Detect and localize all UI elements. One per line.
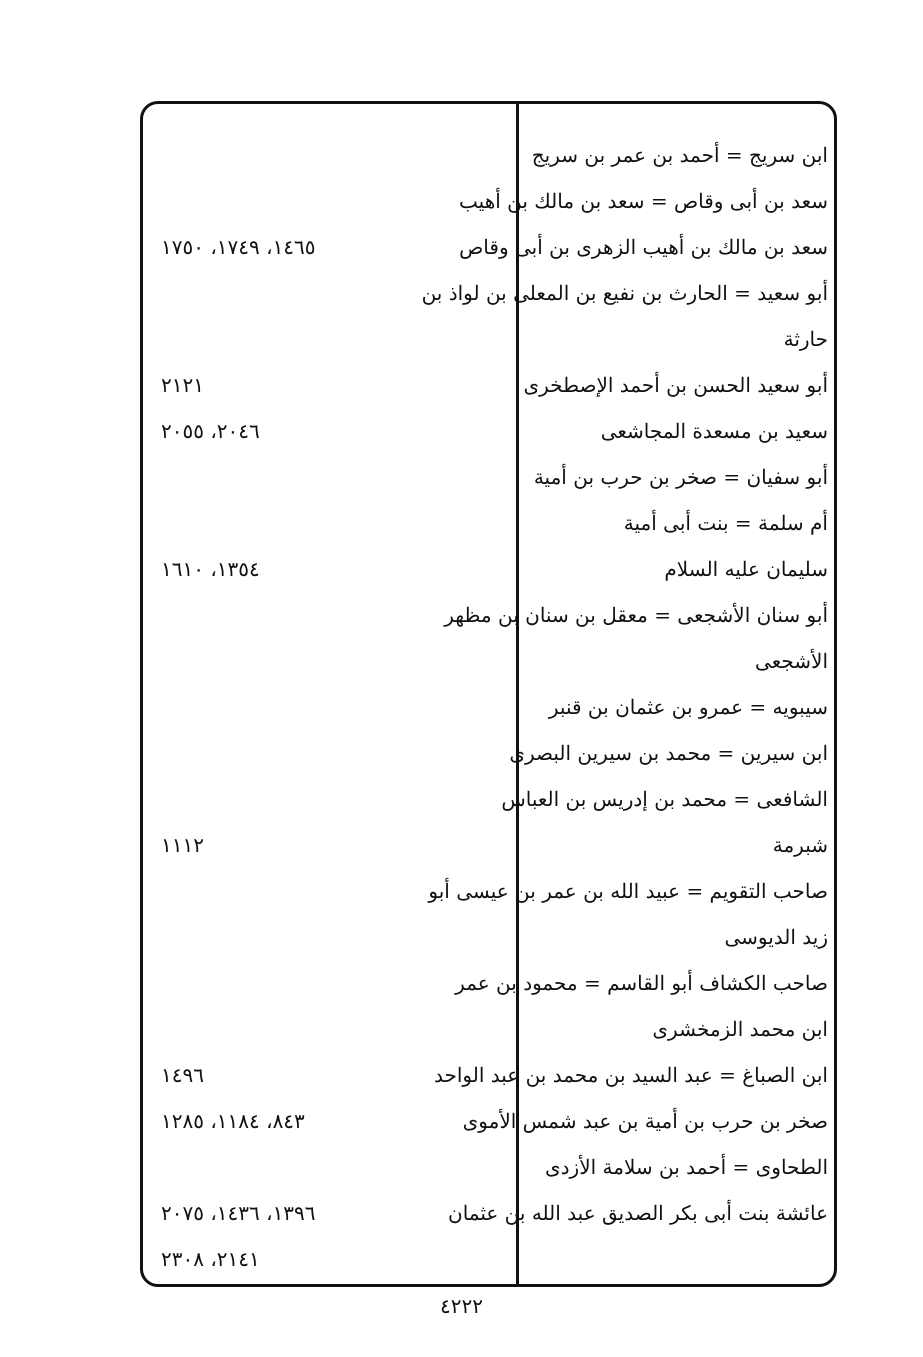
entry-name: أبو سفيان = صخر بن حرب بن أمية bbox=[533, 465, 828, 489]
index-row bbox=[143, 914, 834, 960]
index-row bbox=[143, 454, 834, 500]
entry-name: أبو سنان الأشجعى = معقل بن سنان بن مظهر bbox=[444, 603, 828, 627]
entry-name: ابن الصباغ = عبد السيد بن محمد بن عبد الواحد bbox=[433, 1063, 828, 1087]
index-row bbox=[143, 178, 834, 224]
index-row bbox=[143, 730, 834, 776]
index-row bbox=[143, 362, 834, 408]
entry-name: سعد بن أبى وقاص = سعد بن مالك بن أهيب bbox=[459, 189, 828, 213]
entry-page-refs bbox=[161, 270, 501, 316]
index-row bbox=[143, 408, 834, 454]
index-table-frame bbox=[140, 101, 837, 1287]
index-row bbox=[143, 684, 834, 730]
entry-page-refs: ٢١٢١ bbox=[161, 373, 204, 397]
index-row bbox=[143, 960, 834, 1006]
index-row bbox=[143, 1006, 834, 1052]
entry-name: سعد بن مالك بن أهيب الزهرى بن أبى وقاص bbox=[459, 235, 828, 259]
entry-name: صخر بن حرب بن أمية بن عبد شمس الأموى bbox=[462, 1109, 828, 1133]
entry-page-refs: ١٤٩٦ bbox=[161, 1063, 204, 1087]
page-number: ٤٢٢٢ bbox=[440, 1294, 483, 1318]
entry-page-refs bbox=[161, 684, 501, 730]
entry-page-refs: ١٣٩٦، ١٤٣٦، ٢٠٧٥ bbox=[161, 1201, 316, 1225]
entry-name: أم سلمة = بنت أبى أمية bbox=[623, 511, 828, 535]
entry-page-refs bbox=[161, 592, 501, 638]
entry-page-refs: ٢١٤١، ٢٣٠٨ bbox=[161, 1247, 260, 1271]
entry-page-refs bbox=[161, 1006, 501, 1052]
entry-name: سعيد بن مسعدة المجاشعى bbox=[600, 419, 828, 443]
entry-page-refs bbox=[161, 638, 501, 684]
entry-page-refs bbox=[161, 454, 501, 500]
entry-page-refs: ٨٤٣، ١١٨٤، ١٢٨٥ bbox=[161, 1109, 305, 1133]
entry-name: عائشة بنت أبى بكر الصديق عبد الله بن عثمان bbox=[448, 1201, 828, 1225]
index-row bbox=[143, 1098, 834, 1144]
entry-name: الطحاوى = أحمد بن سلامة الأزدى bbox=[545, 1155, 828, 1179]
index-row bbox=[143, 638, 834, 684]
entry-name: ابن سريج = أحمد بن عمر بن سريج bbox=[531, 143, 828, 167]
index-row bbox=[143, 1190, 834, 1236]
index-row bbox=[143, 592, 834, 638]
index-row bbox=[143, 868, 834, 914]
entry-name: سليمان عليه السلام bbox=[664, 557, 828, 581]
entry-name: صاحب التقويم = عبيد الله بن عمر بن عيسى أبو bbox=[428, 879, 828, 903]
entry-name: ابن محمد الزمخشرى bbox=[652, 1017, 828, 1041]
entry-name: صاحب الكشاف أبو القاسم = محمود بن عمر bbox=[455, 971, 828, 995]
index-row bbox=[143, 776, 834, 822]
index-row bbox=[143, 224, 834, 270]
index-row bbox=[143, 546, 834, 592]
index-row bbox=[143, 270, 834, 316]
entry-page-refs bbox=[161, 730, 501, 776]
entry-page-refs bbox=[161, 914, 501, 960]
index-row bbox=[143, 822, 834, 868]
entry-page-refs bbox=[161, 316, 501, 362]
index-row bbox=[143, 132, 834, 178]
index-row bbox=[143, 500, 834, 546]
index-row bbox=[143, 1144, 834, 1190]
entry-page-refs: ٢٠٤٦، ٢٠٥٥ bbox=[161, 419, 260, 443]
entry-name: زيد الديوسى bbox=[724, 925, 828, 949]
entry-page-refs bbox=[161, 132, 501, 178]
entry-page-refs: ١٣٥٤، ١٦١٠ bbox=[161, 557, 260, 581]
entry-page-refs: ١٤٦٥، ١٧٤٩، ١٧٥٠ bbox=[161, 235, 316, 259]
entry-page-refs bbox=[161, 500, 501, 546]
entry-name: ابن سيرين = محمد بن سيرين البصرى bbox=[509, 741, 828, 765]
index-entries bbox=[143, 104, 834, 1284]
entry-name: شبرمة bbox=[772, 833, 828, 857]
entry-page-refs bbox=[161, 776, 501, 822]
index-row bbox=[143, 316, 834, 362]
entry-name: الشافعى = محمد بن إدريس بن العباس bbox=[501, 787, 828, 811]
index-row bbox=[143, 1052, 834, 1098]
entry-name: سيبويه = عمرو بن عثمان بن قنبر bbox=[548, 695, 828, 719]
entry-name: أبو سعيد الحسن بن أحمد الإصطخرى bbox=[523, 373, 828, 397]
entry-page-refs bbox=[161, 178, 501, 224]
entry-name: حارثة bbox=[783, 327, 828, 351]
entry-name: أبو سعيد = الحارث بن نفيع بن المعلى بن لواذ بن bbox=[421, 281, 828, 305]
entry-page-refs bbox=[161, 868, 501, 914]
entry-page-refs: ١١١٢ bbox=[161, 833, 204, 857]
index-row bbox=[143, 1236, 834, 1282]
entry-page-refs bbox=[161, 960, 501, 1006]
entry-page-refs bbox=[161, 1144, 501, 1190]
entry-name: الأشجعى bbox=[755, 649, 828, 673]
